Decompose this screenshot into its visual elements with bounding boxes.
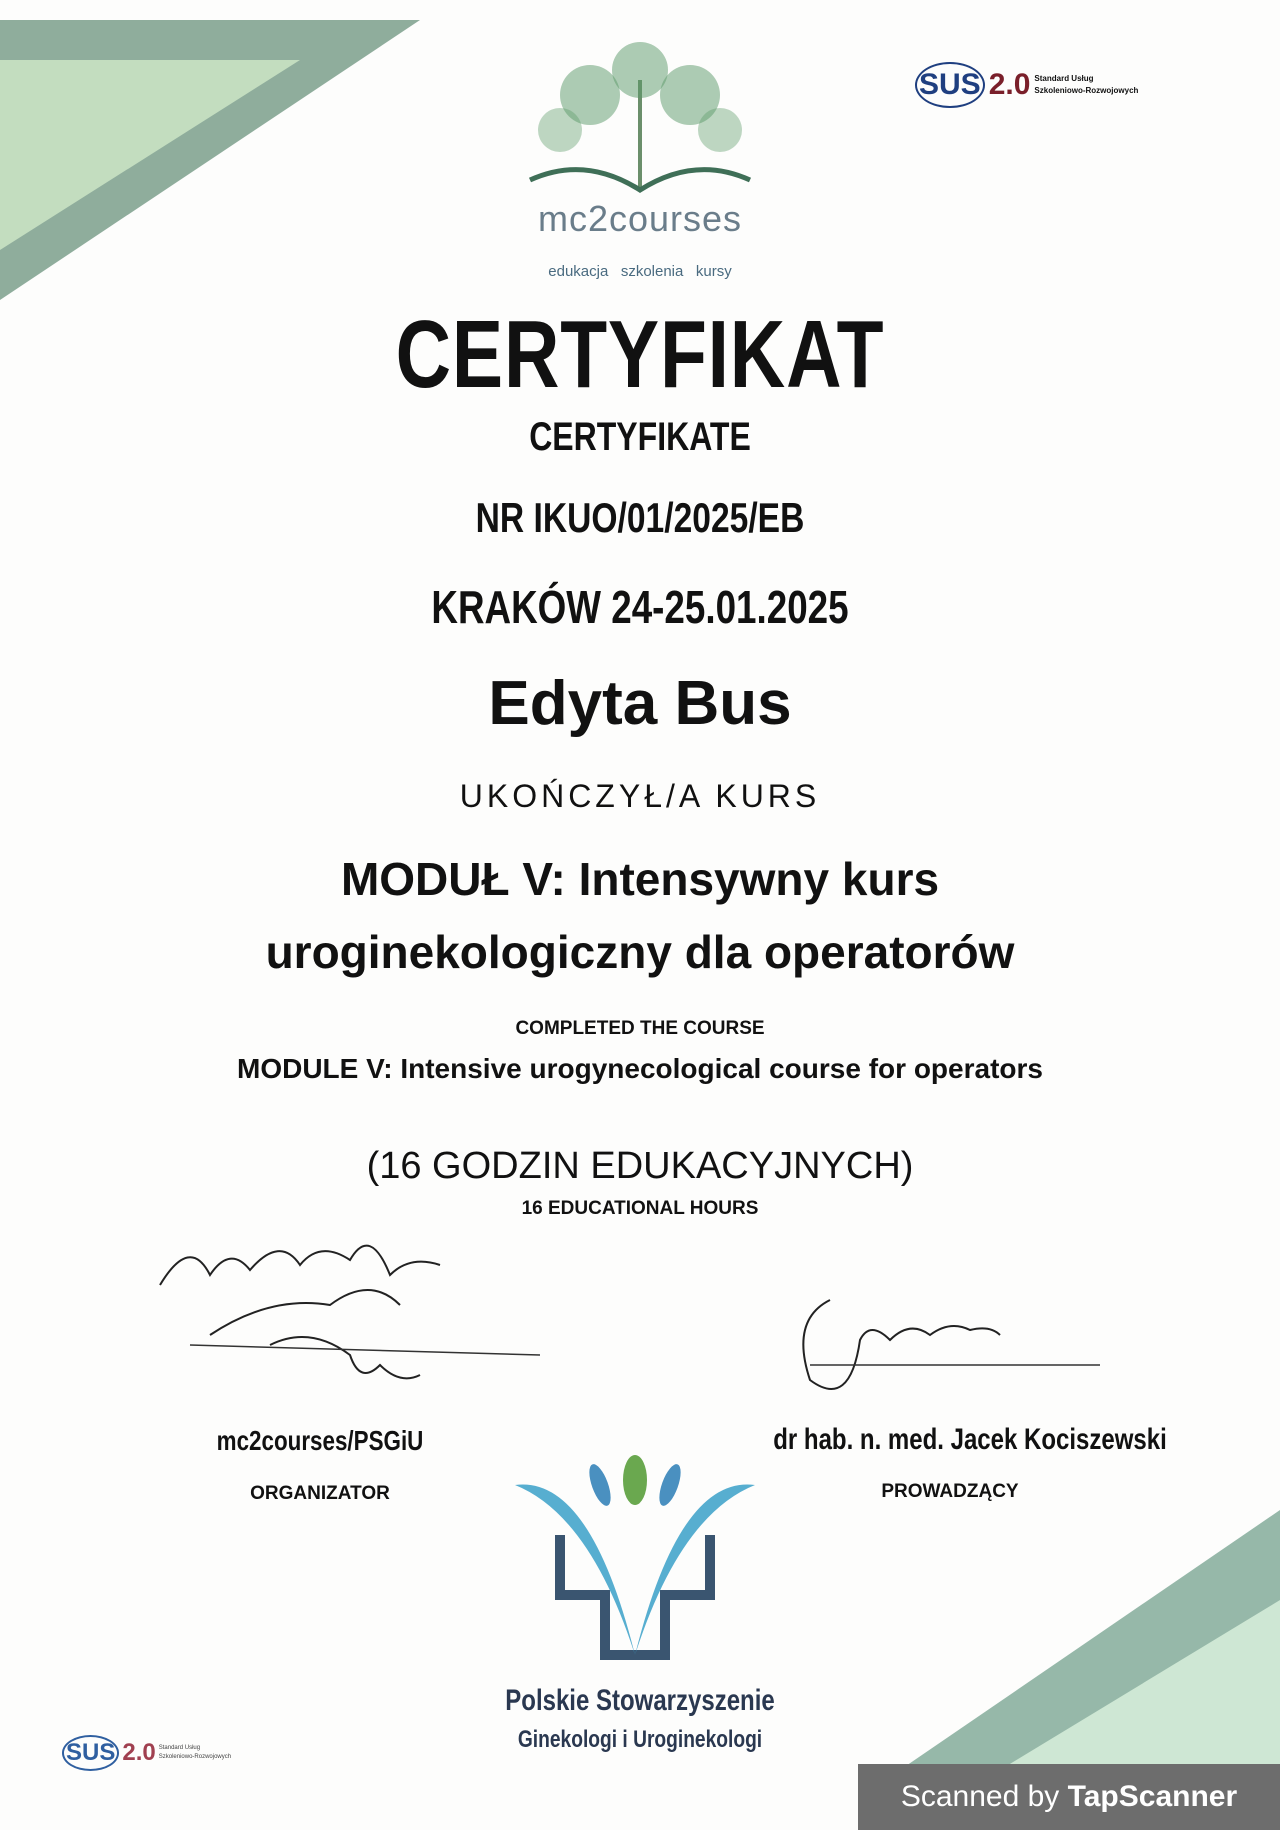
sus-line2: Szkoleniowo-Rozwojowych: [1034, 86, 1139, 95]
scanner-brand: TapScanner: [1067, 1780, 1238, 1813]
place-date: KRAKÓW 24-25.01.2025: [431, 581, 849, 633]
instructor-name: dr hab. n. med. Jacek Kociszewski: [773, 1423, 1167, 1456]
organizer-signature: [150, 1215, 550, 1415]
logo-tagline: edukacja szkolenia kursy: [548, 263, 732, 280]
society-name-2: Ginekologi i Uroginekologi: [517, 1726, 763, 1753]
recipient-name: Edyta Bus: [488, 669, 792, 738]
organizer-role: ORGANIZATOR: [250, 1483, 390, 1504]
completed-label-en: COMPLETED THE COURSE: [515, 1018, 765, 1039]
sus-badge-bottom: [62, 1735, 231, 1771]
sus-line1: Standard Usług: [158, 1745, 201, 1751]
sus-line2: Szkoleniowo-Rozwojowych: [158, 1754, 232, 1760]
scanner-watermark: [858, 1764, 1280, 1830]
organizer-name: mc2courses/PSGiU: [216, 1425, 424, 1456]
hours-en: 16 EDUCATIONAL HOURS: [521, 1198, 759, 1219]
course-title-en: MODULE V: Intensive urogynecological course for operators: [237, 1053, 1043, 1084]
sus-version: 2.0: [988, 68, 1031, 101]
course-title-pl-1: MODUŁ V: Intensywny kurs: [340, 853, 940, 905]
sus-mark: SUS: [915, 62, 985, 108]
certificate-subtitle: CERTYFIKATE: [529, 415, 751, 459]
sus-line1: Standard Usług: [1034, 74, 1094, 83]
instructor-role: PROWADZĄCY: [881, 1481, 1019, 1502]
logo-name: mc2courses: [537, 198, 743, 239]
completed-label-pl: UKOŃCZYŁ/A KURS: [459, 778, 821, 814]
sus-version: 2.0: [122, 1739, 156, 1766]
sus-badge-top: [915, 62, 1138, 108]
sus-mark: SUS: [62, 1735, 119, 1771]
instructor-signature: [770, 1280, 1110, 1430]
course-title-pl-2: uroginekologiczny dla operatorów: [265, 926, 1015, 978]
certificate-title: CERTYFIKAT: [395, 301, 885, 408]
society-name-1: Polskie Stowarzyszenie: [505, 1684, 775, 1717]
society-logo-icon: [510, 1455, 760, 1685]
certificate-number: NR IKUO/01/2025/EB: [475, 494, 805, 541]
hours-pl: (16 GODZIN EDUKACYJNYCH): [366, 1145, 914, 1187]
tree-book-logo-icon: [510, 40, 770, 200]
scanner-prefix: Scanned by: [900, 1780, 1068, 1813]
